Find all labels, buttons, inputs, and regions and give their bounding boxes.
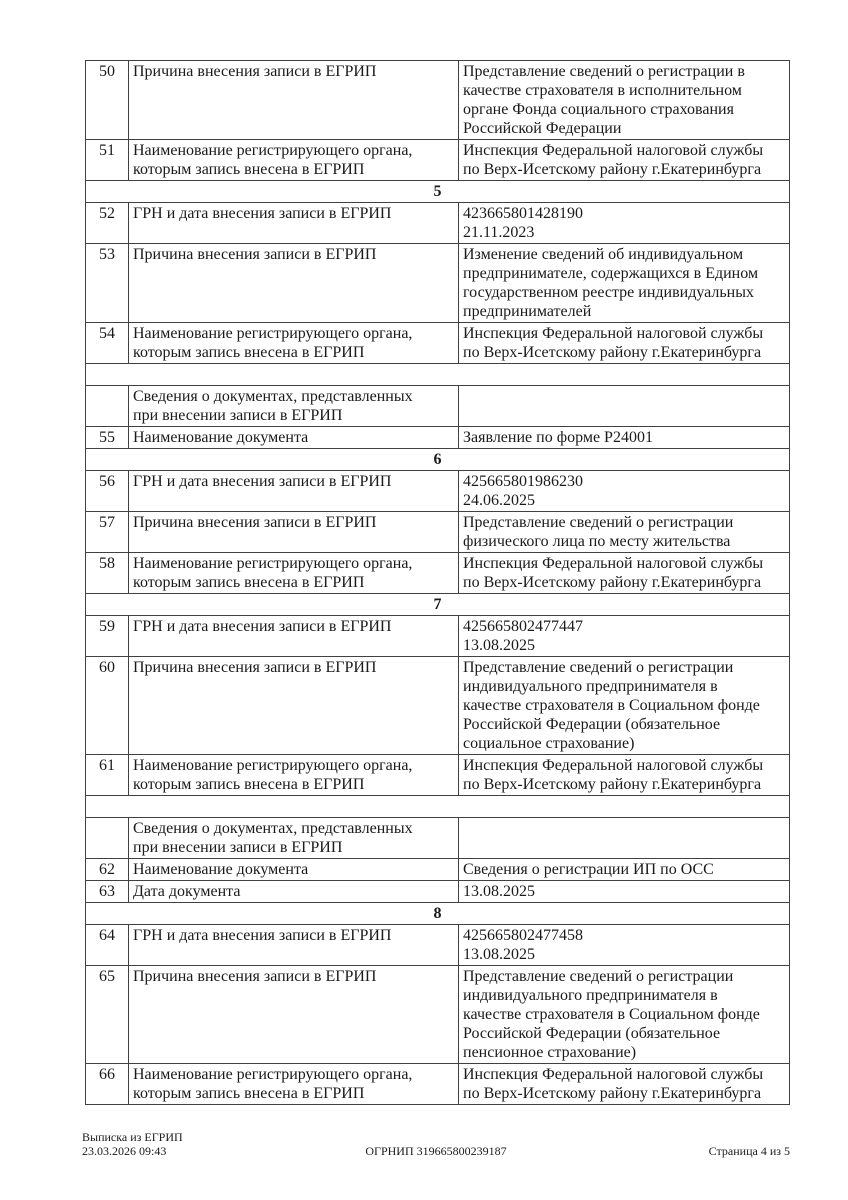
text-line: Причина внесения записи в ЕГРИП (133, 968, 377, 985)
text-line: Сведения о регистрации ИП по ОСС (463, 861, 714, 878)
row-number: 54 (86, 323, 129, 364)
text-line: Инспекция Федеральной налоговой службы (463, 1066, 764, 1083)
field-label (129, 471, 459, 512)
record-row (86, 512, 790, 553)
spacer-row (86, 364, 790, 386)
field-value (459, 966, 790, 1064)
group-label (129, 386, 459, 427)
field-value (459, 755, 790, 796)
text-line: ГРН и дата внесения записи в ЕГРИП (133, 927, 392, 944)
row-number: 60 (86, 657, 129, 755)
text-line: Наименование регистрирующего органа, (133, 325, 413, 342)
field-label (129, 657, 459, 755)
text-line: которым запись внесена в ЕГРИП (133, 1085, 365, 1102)
row-number: 62 (86, 859, 129, 881)
row-number: 65 (86, 966, 129, 1064)
text-line: Заявление по форме Р24001 (463, 429, 653, 446)
text-line: 24.06.2025 (463, 492, 535, 509)
field-value (459, 203, 790, 244)
field-label (129, 244, 459, 323)
row-number: 50 (86, 61, 129, 140)
record-row (86, 859, 790, 881)
group-row (86, 386, 790, 427)
text-line: при внесении записи в ЕГРИП (133, 407, 343, 424)
text-line: Наименование регистрирующего органа, (133, 757, 413, 774)
text-line: Причина внесения записи в ЕГРИП (133, 659, 377, 676)
record-row (86, 61, 790, 140)
text-line: Инспекция Федеральной налоговой службы (463, 142, 764, 159)
text-line: Причина внесения записи в ЕГРИП (133, 63, 377, 80)
text-line: предпринимателе, содержащихся в Едином (463, 265, 759, 282)
field-value (459, 386, 790, 427)
row-number: 58 (86, 553, 129, 594)
spacer-row (86, 796, 790, 818)
field-value (459, 244, 790, 323)
field-label (129, 925, 459, 966)
field-label (129, 616, 459, 657)
row-number: 66 (86, 1064, 129, 1105)
spacer-cell (86, 796, 790, 818)
text-line: 425665802477458 (463, 927, 583, 944)
text-line: Российской Федерации (463, 120, 622, 137)
text-line: Инспекция Федеральной налоговой службы (463, 325, 764, 342)
field-value (459, 925, 790, 966)
text-line: 425665802477447 (463, 618, 583, 635)
record-row (86, 657, 790, 755)
text-line: Российской Федерации (обязательное (463, 716, 721, 733)
row-number: 52 (86, 203, 129, 244)
row-number (86, 386, 129, 427)
text-line: индивидуального предпринимателя в (463, 987, 718, 1004)
text-line: 13.08.2025 (463, 637, 535, 654)
text-line: социальное страхование) (463, 735, 635, 752)
group-row (86, 818, 790, 859)
footer-doc-info (82, 1130, 183, 1158)
text-line: Изменение сведений об индивидуальном (463, 246, 744, 263)
record-row (86, 881, 790, 903)
text-line: Причина внесения записи в ЕГРИП (133, 514, 377, 531)
field-value (459, 657, 790, 755)
text-line: Причина внесения записи в ЕГРИП (133, 246, 377, 263)
section-number: 5 (86, 181, 790, 203)
text-line: по Верх-Исетскому району г.Екатеринбурга (463, 161, 762, 178)
text-line: которым запись внесена в ЕГРИП (133, 776, 365, 793)
text-line: государственном реестре индивидуальных (463, 284, 754, 301)
section-number: 8 (86, 903, 790, 925)
text-line: качестве страхователя в Социальном фонде (463, 1006, 760, 1023)
row-number: 56 (86, 471, 129, 512)
footer-doc-type: Выписка из ЕГРИП (82, 1130, 183, 1144)
spacer-cell (86, 364, 790, 386)
text-line: ГРН и дата внесения записи в ЕГРИП (133, 618, 392, 635)
record-row (86, 140, 790, 181)
text-line: Инспекция Федеральной налоговой службы (463, 757, 764, 774)
footer-page-number: Страница 4 из 5 (708, 1144, 790, 1158)
row-number: 55 (86, 427, 129, 449)
field-value (459, 427, 790, 449)
field-label (129, 881, 459, 903)
field-value (459, 553, 790, 594)
row-number: 51 (86, 140, 129, 181)
field-value (459, 61, 790, 140)
text-line: по Верх-Исетскому району г.Екатеринбурга (463, 776, 762, 793)
row-number: 61 (86, 755, 129, 796)
text-line: Наименование документа (133, 429, 309, 446)
text-line: предпринимателей (463, 303, 592, 320)
record-row (86, 203, 790, 244)
text-line: по Верх-Исетскому району г.Екатеринбурга (463, 344, 762, 361)
field-label (129, 1064, 459, 1105)
text-line: Наименование регистрирующего органа, (133, 1066, 413, 1083)
text-line: ГРН и дата внесения записи в ЕГРИП (133, 473, 392, 490)
record-row (86, 755, 790, 796)
field-label (129, 203, 459, 244)
text-line: Дата документа (133, 883, 241, 900)
record-row (86, 323, 790, 364)
text-line: органе Фонда социального страхования (463, 101, 734, 118)
egrip-records-table (85, 60, 790, 1105)
field-label (129, 755, 459, 796)
text-line: физического лица по месту жительства (463, 533, 731, 550)
row-number: 59 (86, 616, 129, 657)
section-row (86, 594, 790, 616)
page-footer (82, 1130, 790, 1158)
text-line: 13.08.2025 (463, 883, 535, 900)
section-row (86, 449, 790, 471)
field-value (459, 471, 790, 512)
text-line: Российской Федерации (обязательное (463, 1025, 721, 1042)
field-value (459, 512, 790, 553)
field-label (129, 140, 459, 181)
field-value (459, 881, 790, 903)
text-line: Инспекция Федеральной налоговой службы (463, 555, 764, 572)
field-value (459, 616, 790, 657)
section-row (86, 181, 790, 203)
text-line: качестве страхователя в Социальном фонде (463, 697, 760, 714)
field-label (129, 512, 459, 553)
row-number: 53 (86, 244, 129, 323)
record-row (86, 925, 790, 966)
section-number: 6 (86, 449, 790, 471)
text-line: 423665801428190 (463, 205, 583, 222)
text-line: качестве страхователя в исполнительном (463, 82, 742, 99)
text-line: Наименование регистрирующего органа, (133, 142, 413, 159)
record-row (86, 1064, 790, 1105)
footer-timestamp: 23.03.2026 09:43 (82, 1144, 167, 1158)
record-row (86, 616, 790, 657)
text-line: Сведения о документах, представленных (133, 820, 413, 837)
section-row (86, 903, 790, 925)
record-row (86, 471, 790, 512)
field-value (459, 1064, 790, 1105)
text-line: Представление сведений о регистрации (463, 659, 734, 676)
field-value (459, 323, 790, 364)
text-line: по Верх-Исетскому району г.Екатеринбурга (463, 574, 762, 591)
text-line: которым запись внесена в ЕГРИП (133, 574, 365, 591)
text-line: 13.08.2025 (463, 946, 535, 963)
field-label (129, 323, 459, 364)
field-label (129, 61, 459, 140)
footer-ogrnip: ОГРНИП 319665800239187 (365, 1144, 507, 1158)
field-label (129, 553, 459, 594)
text-line: индивидуального предпринимателя в (463, 678, 718, 695)
field-label (129, 859, 459, 881)
text-line: Представление сведений о регистрации (463, 968, 734, 985)
field-value (459, 859, 790, 881)
record-row (86, 966, 790, 1064)
text-line: 425665801986230 (463, 473, 583, 490)
text-line: которым запись внесена в ЕГРИП (133, 344, 365, 361)
text-line: Наименование регистрирующего органа, (133, 555, 413, 572)
field-label (129, 966, 459, 1064)
record-row (86, 244, 790, 323)
field-value (459, 818, 790, 859)
text-line: Сведения о документах, представленных (133, 388, 413, 405)
row-number (86, 818, 129, 859)
group-label (129, 818, 459, 859)
text-line: которым запись внесена в ЕГРИП (133, 161, 365, 178)
text-line: Представление сведений о регистрации (463, 514, 734, 531)
record-row (86, 553, 790, 594)
row-number: 64 (86, 925, 129, 966)
row-number: 57 (86, 512, 129, 553)
field-value (459, 140, 790, 181)
row-number: 63 (86, 881, 129, 903)
text-line: по Верх-Исетскому району г.Екатеринбурга (463, 1085, 762, 1102)
text-line: ГРН и дата внесения записи в ЕГРИП (133, 205, 392, 222)
field-label (129, 427, 459, 449)
text-line: Представление сведений о регистрации в (463, 63, 745, 80)
record-row (86, 427, 790, 449)
text-line: Наименование документа (133, 861, 309, 878)
section-number: 7 (86, 594, 790, 616)
text-line: пенсионное страхование) (463, 1044, 637, 1061)
text-line: при внесении записи в ЕГРИП (133, 839, 343, 856)
text-line: 21.11.2023 (463, 224, 535, 241)
